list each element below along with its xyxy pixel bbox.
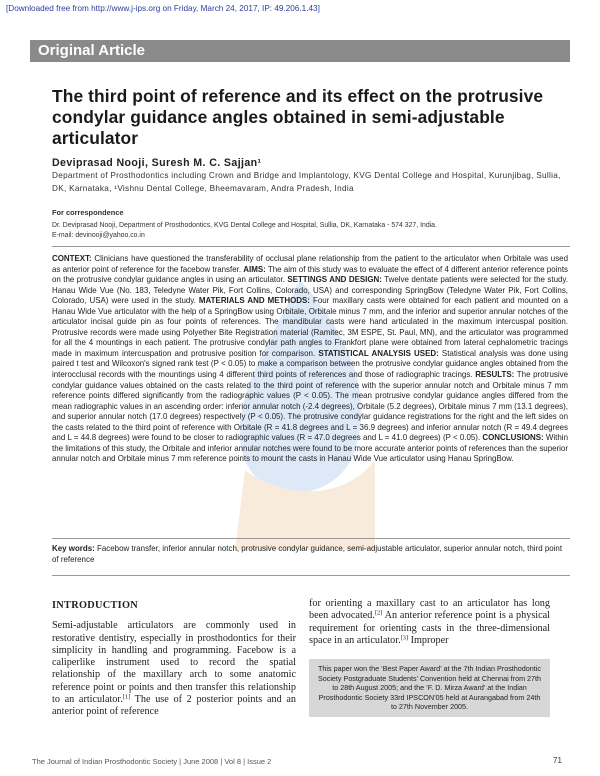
abstract-label-conclusions: CONCLUSIONS: xyxy=(482,433,544,443)
introduction-heading: INTRODUCTION xyxy=(52,600,138,611)
journal-footer: The Journal of Indian Prosthodontic Society | June 2008 | Vol 8 | Issue 2 xyxy=(32,757,272,766)
section-banner-label: Original Article xyxy=(38,42,145,59)
abstract-text-methods: Four maxillary casts were obtained for each patient and mounted on a Hanau Wide Vue articulator with the help of a SpringBow using Orbitale, Orbitale minus 7 mm, and the inferior and superior annular notches of the articulator incisal guide pin as four points of references. The mandibular casts were hand articulated in the maximum intercuspal position. Protrusive records were made using Polyether Bite Registration material (Ramitec, 3M ESPE, St. Paul, MN), and the articulator was programmed for all the 4 mountings in each patient. The protrusive condylar path angles to Frankfort plane were obtained from lateral cephalometric tracings made in maximum intercuspation and protrusive position for comparison. xyxy=(52,296,568,358)
abstract-text-results: The protrusive condylar guidance values obtained on the casts related to the third point of reference with the superior annular notch and Orbitale minus 7 mm reference points differed significantly from the radiographic values (P < 0.05). The mean protrusive condylar guidance angles differed from the mean radiographic values in an ascending order: inferior annular notch (-2.4 degrees), Orbitale (5.2 degrees), Orbitale minus 7 mm (13.1 degrees), and superior annular notch (17.0 degrees) respectively (P < 0.05). The protrusive condylar guidance registrations for the right and the left sides on the casts related to the third point of reference with Orbitale (R = 41.8 degrees and L = 36.9 degrees) and inferior annular notch (R = 49.4 degrees and L = 44.8 degrees) were found to be closer to radiographic values (R = 47.0 degrees and L = 41.0 degrees) (P < 0.05). xyxy=(52,370,568,443)
keywords-text: Facebow transfer, inferior annular notch, protrusive condylar guidance, semi-adjustable articulator, superior annular notch, third point of reference xyxy=(52,544,563,564)
keywords-label: Key words: xyxy=(52,544,95,553)
intro-continued-text-b: An anterior reference point is a physical requirement for orienting casts in the three-dimensional space in an articulator. xyxy=(309,610,550,646)
introduction-continued xyxy=(309,598,550,647)
abstract-text-conclusions: Within the limitations of this study, the Orbitale and inferior annular notches were found to be more accurate anterior points of references than the superior annular notch and Orbitale minus 7 mm reference points to mount the casts in Hanau Wide Vue articulator using Hanau SpringBow. xyxy=(52,433,568,464)
body-column-right xyxy=(309,598,550,647)
intro-continued-text-c: Improper xyxy=(408,634,449,646)
abstract-text-aims: The aim of this study was to evaluate the effect of 4 different anterior reference points on the protrusive condylar guidance angles in using an articulator. xyxy=(52,264,568,285)
download-notice[interactable]: [Downloaded free from http://www.j-ips.org on Friday, March 24, 2017, IP: 49.206.1.43] xyxy=(6,4,320,13)
abstract-text-context: Clinicians have questioned the transferability of occlusal plane relationship from the patient to the articulator when Orbitale was used as anterior point of reference for the facebow transfer. xyxy=(52,254,568,274)
citation-ref[interactable]: [1] xyxy=(122,693,131,701)
introduction-text: Semi-adjustable articulators are commonly used in restorative dentistry, especially in prosthodontics for their simplicity in handling and programming. Facebow is a caliperlike instrument used to record the spatial relationship of the maxillary arch to some anatomic reference point or points and then transfer this relationship to an articulator. xyxy=(52,620,296,705)
body-column-left xyxy=(52,600,296,718)
abstract-label-settings: SETTINGS AND DESIGN: xyxy=(287,275,382,285)
abstract-label-statistics: STATISTICAL ANALYSIS USED: xyxy=(318,348,439,358)
abstract-label-aims: AIMS: xyxy=(243,264,266,274)
article-title: The third point of reference and its effect on the protrusive condylar guidance angles obtained in semi-adjustable articulator xyxy=(52,86,544,148)
correspondence-details xyxy=(52,221,572,240)
keywords xyxy=(52,544,568,565)
abstract xyxy=(52,254,568,465)
correspondence-heading: For correspondence xyxy=(52,208,124,217)
citation-ref[interactable]: [2] xyxy=(374,609,383,617)
correspondence-email[interactable]: E-mail: devinooji@yahoo.co.in xyxy=(52,231,145,239)
citation-ref[interactable]: [3] xyxy=(400,634,409,642)
author-list: Deviprasad Nooji, Suresh M. C. Sajjan¹ xyxy=(52,157,262,169)
keywords-divider xyxy=(52,538,570,539)
abstract-label-methods: MATERIALS AND METHODS: xyxy=(198,296,310,306)
abstract-text-statistics: Statistical analysis was done using paired t test and Wilcoxon's signed rank test (P < 0.05) to make a comparison between the protrusive condylar guidance angles obtained from the interocclusal records with the mountings using 4 different third points of references and those of radiographic tracings. xyxy=(52,348,569,380)
author-affiliation: Department of Prosthodontics including Crown and Bridge and Implantology, KVG Dental College and Hospital, Kurunjibag, Sullia, DK, Karnataka, ¹Vishnu Dental College, Bheemavaram, Andra Pradesh, India xyxy=(52,171,561,193)
keywords-bottom-divider xyxy=(52,575,570,576)
intro-continued-text-a: for orienting a maxillary cast to an articulator has long been advocated. xyxy=(309,598,550,622)
abstract-label-results: RESULTS: xyxy=(475,370,515,380)
correspondence-address: Dr. Deviprasad Nooji, Department of Prosthodontics, KVG Dental College and Hospital, Sullia, DK, Karnataka - 574 327, India. xyxy=(52,222,437,229)
abstract-top-divider xyxy=(52,246,570,247)
section-banner xyxy=(30,40,570,62)
abstract-label-context: CONTEXT: xyxy=(52,254,92,263)
award-note-text: This paper won the ‘Best Paper Award’ at the 7th Indian Prosthodontic Society Postgraduate Students’ Convention held at Chennai from 27th to 28th August 2005; and the ‘F. D. Mirza Award’ at the Indian Prosthodontic Society 33rd IPSCON’05 held at Aurangabad from 24th to 27th November 2005. xyxy=(317,664,542,711)
page-number: 71 xyxy=(553,756,562,765)
award-note-box xyxy=(309,659,550,717)
introduction-text-tail: The use of 2 posterior points and an anterior point of reference xyxy=(52,693,296,717)
introduction-paragraph xyxy=(52,620,296,718)
abstract-text-settings: Twelve dentate patients were selected for the study. Hanau Wide Vue (No. 183, Teledyne Water Pik, Fort Collins, Colorado, USA) and corresponding SpringBow (Teledyne Water Pik, Fort Collins, Colorado, USA) were used in the study. xyxy=(52,275,568,306)
